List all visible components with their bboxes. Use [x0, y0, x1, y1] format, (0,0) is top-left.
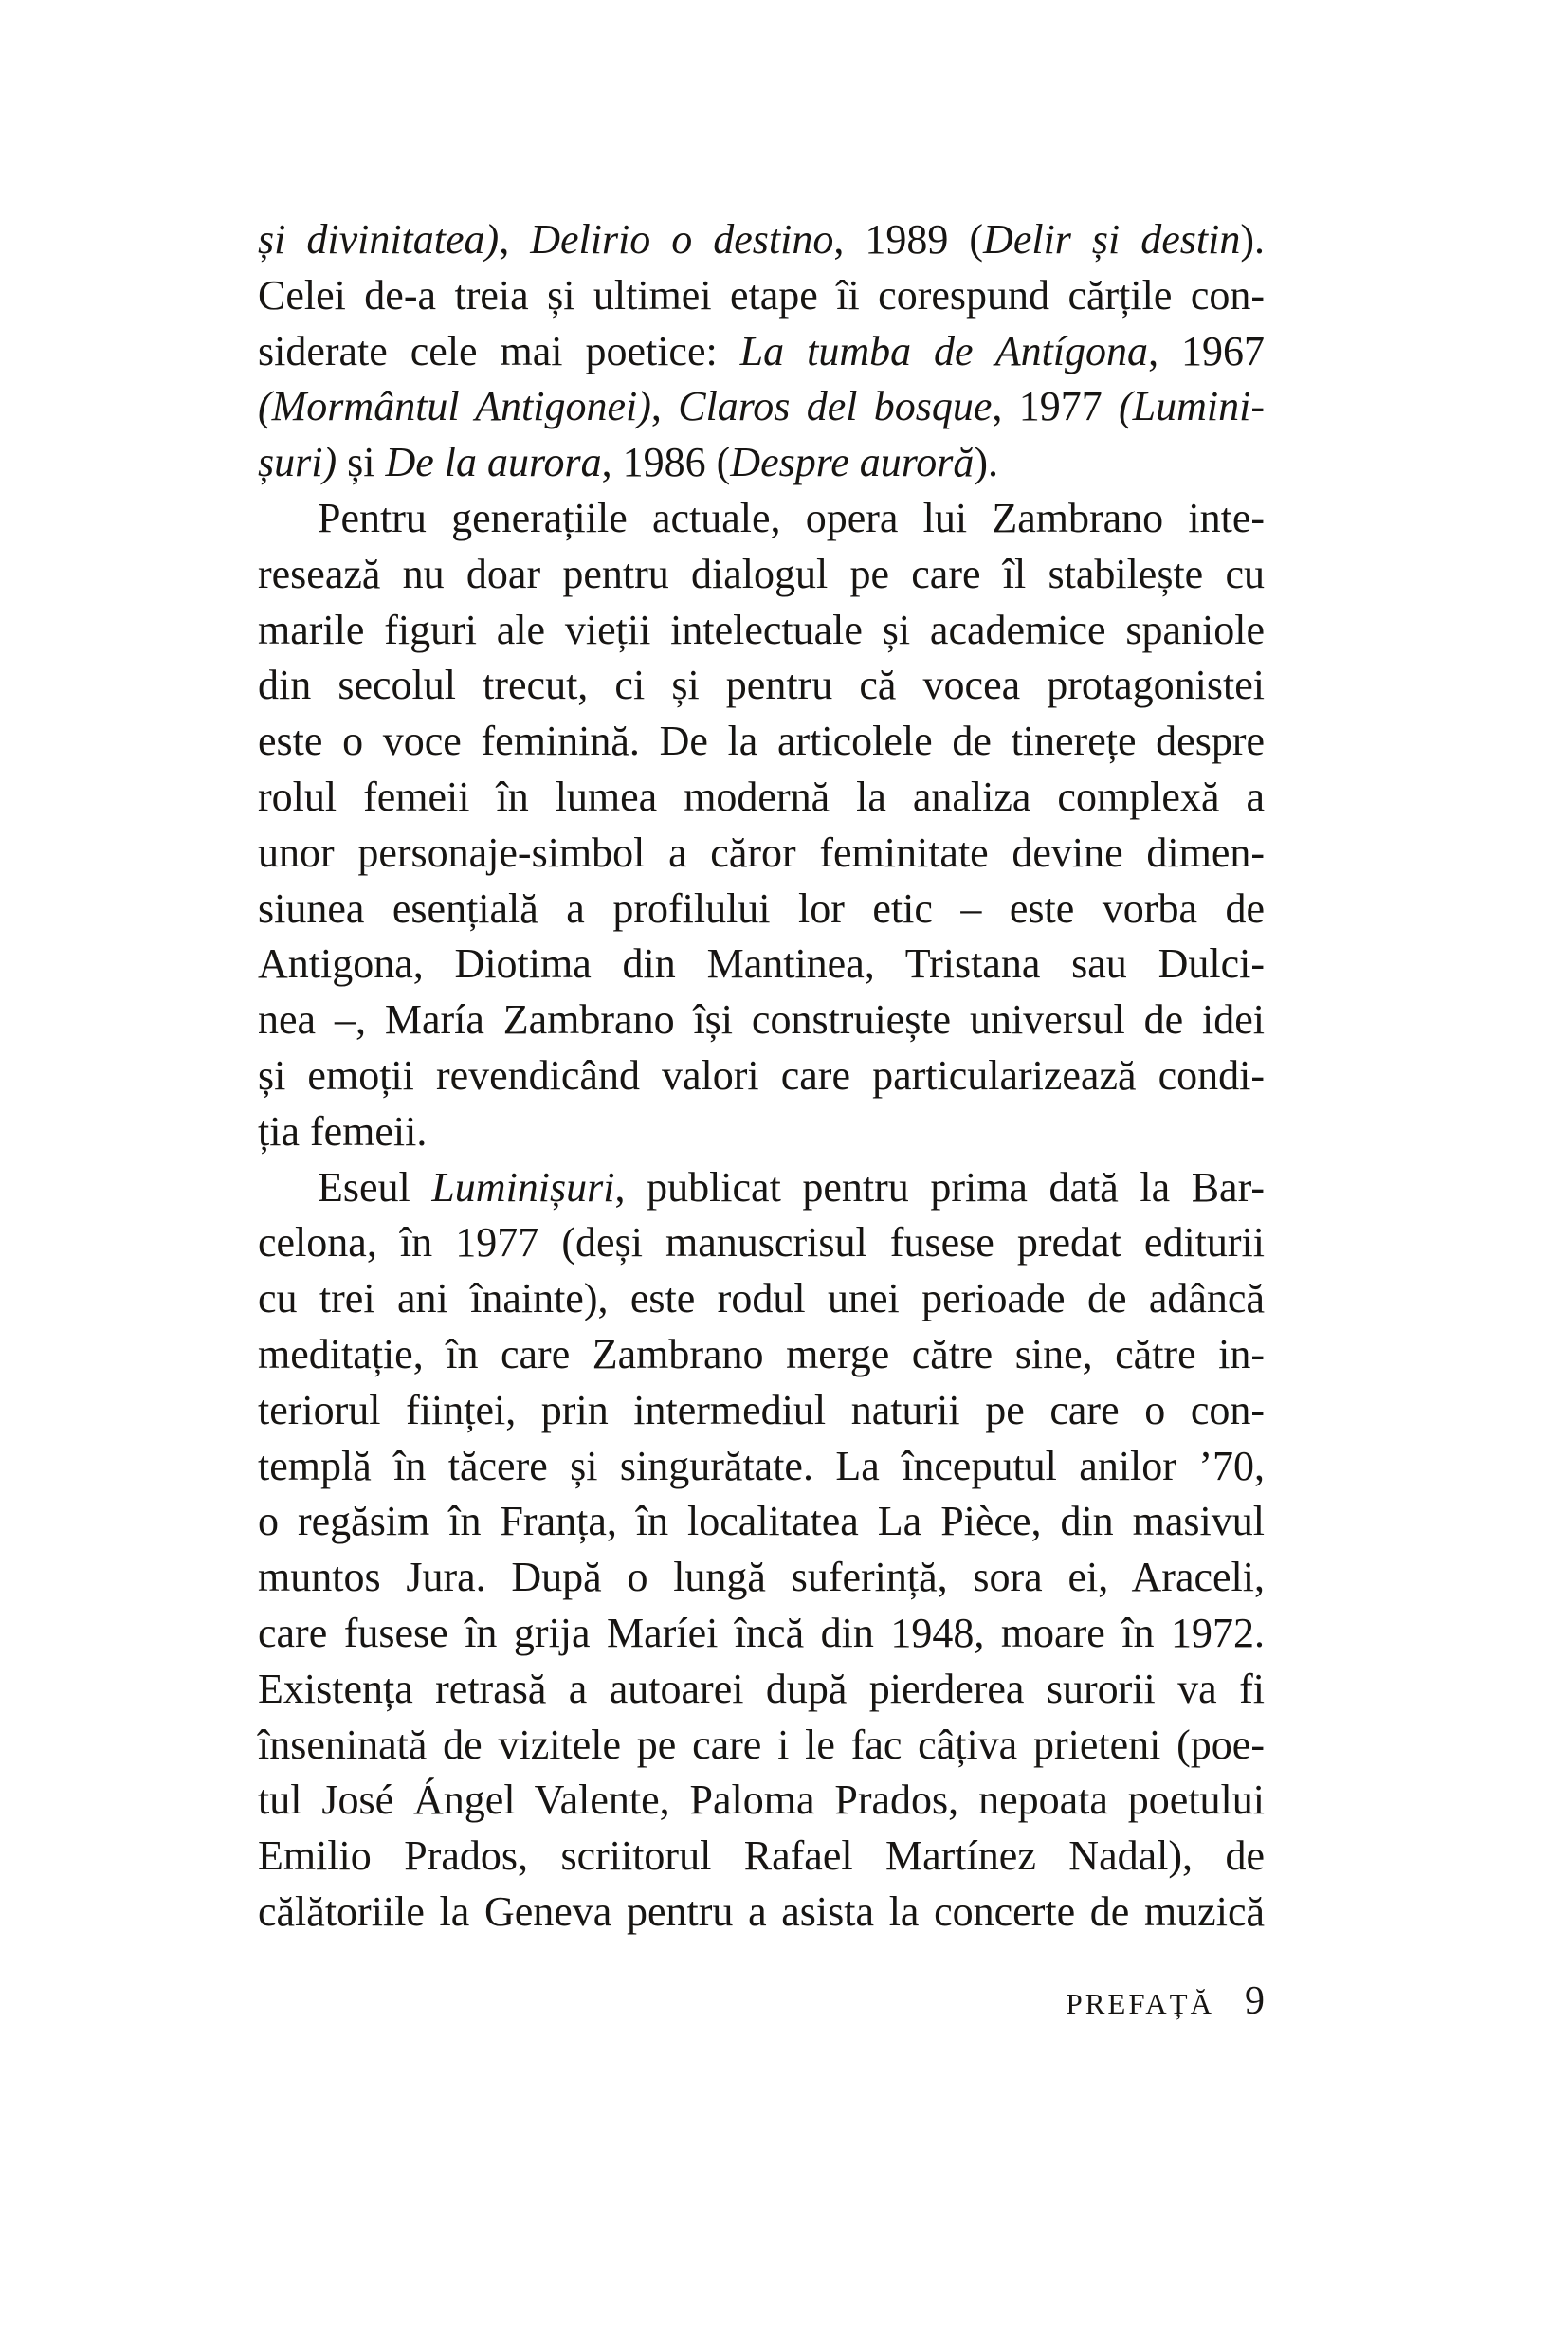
text-line: [258, 1773, 1265, 1829]
text-run: , 1986 (: [601, 439, 731, 486]
text-run: Emilio Prados, scriitorul Rafael Martínez Nadal), de: [258, 1832, 1265, 1880]
text-line: [258, 324, 1265, 380]
text-run: Existența retrasă a autoarei după pierderea surorii va fi: [258, 1665, 1265, 1712]
text-run: , 1967: [1148, 327, 1266, 374]
italic-book-title: Despre auroră: [730, 439, 975, 486]
text-line: [258, 1718, 1265, 1774]
page-number: 9: [1245, 1979, 1265, 2023]
text-line: [258, 993, 1265, 1048]
text-run: , 1977: [992, 383, 1120, 430]
italic-book-title: Luminișuri: [431, 1163, 615, 1211]
text-run: meditație, în care Zambrano merge către sine, către in-: [258, 1330, 1265, 1377]
text-line: [258, 1327, 1265, 1383]
text-run: tul José Ángel Valente, Paloma Prados, nepoata poetului: [258, 1777, 1265, 1824]
page-footer: [258, 1979, 1265, 2032]
text-line: [258, 1104, 1265, 1160]
text-run: unor personaje-simbol a căror feminitate devine dimen-: [258, 829, 1265, 876]
text-line: [258, 1885, 1265, 1941]
text-run: templă în tăcere și singurătate. La începutul anilor ’70,: [258, 1442, 1265, 1489]
text-line: [258, 1494, 1265, 1550]
text-run: celona, în 1977 (deși manuscrisul fusese predat editurii: [258, 1219, 1265, 1267]
text-run: , 1989 (: [833, 216, 984, 263]
text-line: [258, 1829, 1265, 1885]
text-line: [258, 1606, 1265, 1662]
text-line: [258, 882, 1265, 938]
text-line: [258, 1271, 1265, 1327]
text-run: ția femeii.: [258, 1107, 428, 1155]
text-line: [258, 1550, 1265, 1606]
text-line: [258, 547, 1265, 603]
text-line: [258, 1215, 1265, 1271]
italic-book-title: șuri): [258, 439, 337, 486]
text-line: [258, 658, 1265, 714]
text-run: Pentru generațiile actuale, opera lui Zambrano inte-: [318, 494, 1265, 541]
text-run: Eseul: [318, 1163, 432, 1211]
text-line: [258, 714, 1265, 770]
text-line: [258, 212, 1265, 268]
text-line: [258, 379, 1265, 435]
text-run: siunea esențială a profilului lor etic – este vorba de: [258, 884, 1265, 932]
text-run: teriorul ființei, prin intermediul naturii pe care o con-: [258, 1386, 1265, 1433]
text-run: Antigona, Diotima din Mantinea, Tristana sau Dulci-: [258, 940, 1265, 988]
text-run: nea –, María Zambrano își construiește universul de idei: [258, 996, 1265, 1044]
text-run: ,: [650, 383, 679, 430]
text-run: este o voce feminină. De la articolele de tinerețe despre: [258, 718, 1265, 765]
text-line: [258, 1048, 1265, 1104]
text-run: resează nu doar pentru dialogul pe care îl stabilește cu: [258, 550, 1265, 597]
text-run: din secolul trecut, ci și pentru că vocea protagonistei: [258, 662, 1265, 709]
italic-book-title: (Mormântul Antigonei): [258, 383, 651, 430]
italic-book-title: Delir și destin: [983, 216, 1241, 263]
italic-book-title: Claros del bosque: [678, 383, 993, 430]
text-run: care fusese în grija Maríei încă din 1948, moare în 1972.: [258, 1609, 1265, 1656]
text-run: , publicat pentru prima dată la Bar-: [614, 1163, 1265, 1211]
body-text: [258, 212, 1265, 1941]
text-line: [258, 268, 1265, 324]
text-run: și emoții revendicând valori care particularizează condi-: [258, 1051, 1265, 1099]
text-run: și: [337, 439, 386, 486]
running-head: PREFAȚĂ: [1066, 1987, 1214, 2020]
text-line: [258, 1160, 1265, 1216]
text-run: muntos Jura. După o lungă suferință, sora ei, Araceli,: [258, 1554, 1265, 1601]
text-line: [258, 1662, 1265, 1718]
text-line: [258, 1439, 1265, 1495]
text-run: marile figuri ale vieții intelectuale și academice spaniole: [258, 606, 1265, 653]
text-run: Celei de-a treia și ultimei etape îi corespund cărțile con-: [258, 271, 1265, 319]
text-line: [258, 770, 1265, 826]
text-run: cu trei ani înainte), este rodul unei perioade de adâncă: [258, 1275, 1265, 1322]
text-line: [258, 1383, 1265, 1439]
italic-book-title: De la aurora: [385, 439, 602, 486]
text-line: [258, 603, 1265, 659]
italic-book-title: Delirio o destino: [530, 216, 834, 263]
text-run: o regăsim în Franța, în localitatea La Pièce, din masivul: [258, 1498, 1265, 1545]
text-run: rolul femeii în lumea modernă la analiza complexă a: [258, 773, 1265, 820]
text-line: [258, 937, 1265, 993]
text-run: călătoriile la Geneva pentru a asista la concerte de muzică: [258, 1887, 1265, 1935]
italic-book-title: (Lumini-: [1119, 383, 1266, 430]
italic-book-title: La tumba de Antígona: [739, 327, 1149, 374]
text-line: [258, 491, 1265, 547]
text-run: ).: [1240, 216, 1266, 263]
text-line: [258, 435, 1265, 491]
text-run: ,: [499, 216, 531, 263]
text-line: [258, 826, 1265, 882]
text-run: înseninată de vizitele pe care i le fac câțiva prieteni (poe-: [258, 1721, 1265, 1768]
text-run: siderate cele mai poetice:: [258, 327, 740, 374]
text-run: ).: [974, 439, 999, 486]
italic-book-title: și divinitatea): [258, 216, 500, 263]
